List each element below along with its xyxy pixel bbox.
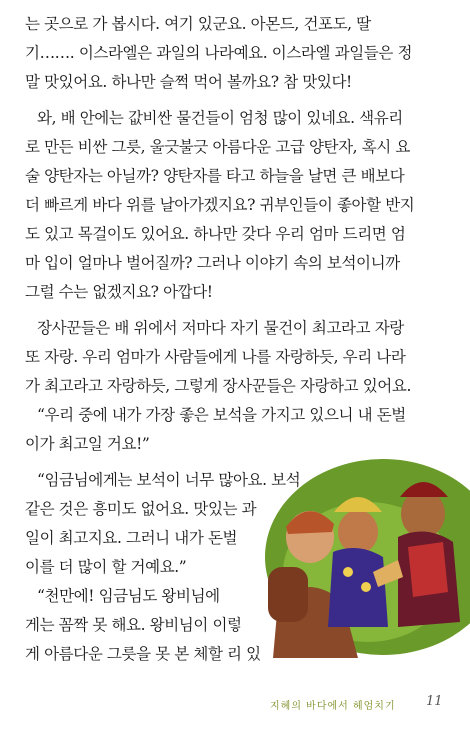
text-line: 더 빠르게 바다 위를 날아가겠지요? 귀부인들이 좋아할 반지 bbox=[25, 196, 415, 214]
text-line: 가 최고라고 자랑하듯, 그렇게 장사꾼들은 자랑하고 있어요. bbox=[25, 377, 411, 395]
text-line: 게 아름다운 그릇을 못 본 체할 리 있 bbox=[25, 645, 261, 663]
text-line: “임금님에게는 보석이 너무 많아요. 보석 bbox=[37, 471, 301, 489]
text-line: 기……. 이스라엘은 과일의 나라예요. 이스라엘 과일들은 정 bbox=[25, 44, 413, 62]
text-line: 그럴 수는 없겠지요? 아깝다! bbox=[25, 283, 213, 301]
text-line: 이를 더 많이 할 거예요.” bbox=[25, 558, 187, 576]
merchants-illustration bbox=[248, 452, 470, 658]
text-line: 술 양탄자는 아닐까? 양탄자를 타고 하늘을 날면 큰 배보다 bbox=[25, 167, 405, 185]
text-line: 로 만든 비싼 그릇, 울긋불긋 아름다운 고급 양탄자, 혹시 요 bbox=[25, 138, 410, 156]
text-line: “우리 중에 내가 가장 좋은 보석을 가지고 있으니 내 돈벌 bbox=[37, 406, 406, 424]
text-line: 말 맛있어요. 하나만 슬쩍 먹어 볼까요? 참 맛있다! bbox=[25, 73, 352, 91]
text-line: 게는 꼼짝 못 해요. 왕비님이 이렇 bbox=[25, 616, 242, 634]
page-number: 11 bbox=[426, 694, 443, 709]
book-title-footer: 지혜의 바다에서 헤엄치기 bbox=[270, 701, 396, 712]
text-line: 이가 최고일 거요!” bbox=[25, 435, 150, 453]
text-line: 와, 배 안에는 값비싼 물건들이 엄청 많이 있네요. 색유리 bbox=[37, 109, 403, 127]
text-line: “천만에! 임금님도 왕비님에 bbox=[37, 587, 220, 605]
text-line: 장사꾼들은 배 위에서 저마다 자기 물건이 최고라고 자랑 bbox=[37, 319, 404, 337]
text-line: 또 자랑. 우리 엄마가 사람들에게 나를 자랑하듯, 우리 나라 bbox=[25, 348, 406, 366]
text-line: 도 있고 목걸이도 있어요. 하나만 갖다 우리 엄마 드리면 엄 bbox=[25, 225, 406, 243]
text-line: 마 입이 얼마나 벌어질까? 그러나 이야기 속의 보석이니까 bbox=[25, 254, 400, 272]
text-line: 는 곳으로 가 봅시다. 여기 있군요. 아몬드, 건포도, 딸 bbox=[25, 15, 371, 33]
text-line: 일이 최고지요. 그러니 내가 돈벌 bbox=[25, 529, 238, 547]
text-line: 같은 것은 흥미도 없어요. 맛있는 과 bbox=[25, 500, 257, 518]
